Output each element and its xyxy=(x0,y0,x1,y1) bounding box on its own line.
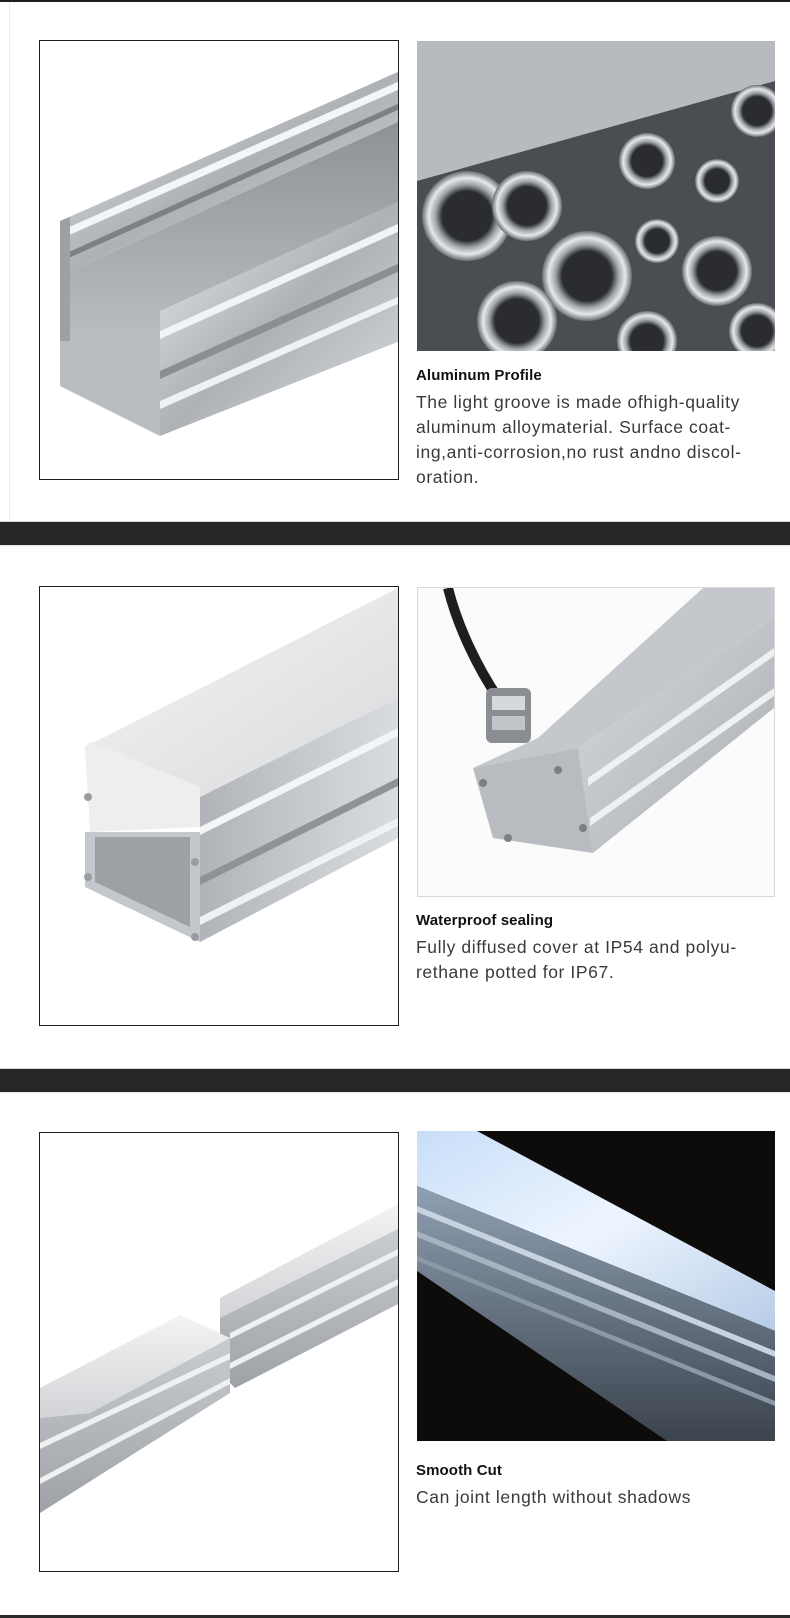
feature-caption-waterproof xyxy=(416,912,786,985)
feature-description: The light groove is made ofhigh-quality aluminum alloymaterial. Surface coat-ing,anti-corrosion,no rust andno discol-oration. xyxy=(416,392,742,487)
section-divider-band xyxy=(0,521,790,546)
product-image-aluminum-profile xyxy=(39,40,399,480)
detail-image-end-cap xyxy=(417,587,775,897)
left-edge-rule xyxy=(9,2,10,520)
feature-caption-smooth-cut xyxy=(416,1462,786,1510)
feature-title: Waterproof sealing xyxy=(416,912,554,929)
product-image-diffuser-profile xyxy=(39,586,399,1026)
feature-title: Smooth Cut xyxy=(416,1462,502,1479)
detail-image-aluminum-tubes xyxy=(417,41,775,351)
top-divider xyxy=(0,0,790,2)
detail-image-lit-diffuser xyxy=(417,1131,775,1441)
product-image-profile-joint xyxy=(39,1132,399,1572)
feature-title: Aluminum Profile xyxy=(416,367,542,384)
feature-caption-aluminum-profile xyxy=(416,367,786,490)
feature-description: Can joint length without shadows xyxy=(416,1487,692,1507)
feature-description: Fully diffused cover at IP54 and polyu-rethane potted for IP67. xyxy=(416,937,737,982)
section-divider-band xyxy=(0,1068,790,1093)
